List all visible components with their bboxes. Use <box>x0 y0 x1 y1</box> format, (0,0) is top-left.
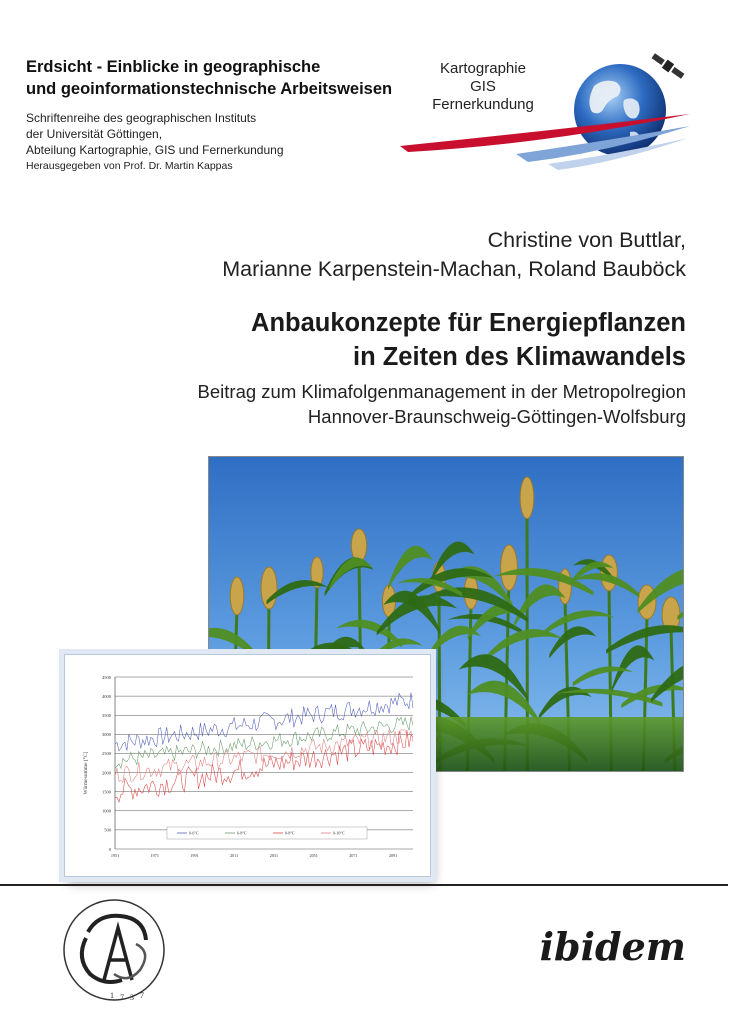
sorghum-head <box>261 567 277 609</box>
series-editor: Herausgegeben von Prof. Dr. Martin Kappas <box>26 160 233 172</box>
authors-line1: Christine von Buttlar, <box>487 228 686 252</box>
x-tick-label: 2051 <box>309 853 318 858</box>
y-tick-label: 4000 <box>102 693 111 699</box>
sorghum-head <box>351 529 366 562</box>
publisher-logo: ibidem <box>539 924 686 969</box>
logo-line-gis: GIS <box>470 78 496 95</box>
y-tick-label: 2000 <box>102 770 111 776</box>
bottom-rule <box>0 884 728 886</box>
series-desc-line2: der Universität Göttingen, <box>26 127 163 141</box>
sorghum-head <box>520 477 534 519</box>
book-title <box>251 306 686 374</box>
sorghum-head <box>230 577 244 615</box>
series-title-line2: und geoinformationstechnische Arbeitsweisen <box>26 80 393 98</box>
x-tick-label: 1991 <box>190 853 199 858</box>
logo-line-kartographie: Kartographie <box>440 60 526 77</box>
logo-text <box>418 60 548 114</box>
seal-year-digit-4: 7 <box>140 991 144 1000</box>
x-tick-label: 2011 <box>230 853 239 858</box>
satellite-icon <box>650 52 685 81</box>
y-tick-label: 0 <box>108 846 111 852</box>
x-tick-label: 1971 <box>150 853 159 858</box>
y-tick-label: 2500 <box>102 751 111 757</box>
legend-entry: 0-6°C <box>189 830 199 836</box>
authors <box>222 226 686 284</box>
book-subtitle <box>198 379 686 429</box>
series-title-line1: Erdsicht - Einblicke in geographische <box>26 58 321 76</box>
seal-year-digit-2: 7 <box>120 993 124 1002</box>
y-tick-label: 1000 <box>102 808 111 814</box>
series-desc-line3: Abteilung Kartographie, GIS und Fernerkundung <box>26 143 284 157</box>
seal-year-digit-3: 3 <box>130 993 134 1002</box>
x-tick-label: 1951 <box>110 853 120 858</box>
authors-line2: Marianne Karpenstein-Machan, Roland Bauböck <box>222 257 686 281</box>
x-tick-label: 2071 <box>349 853 358 858</box>
seal-year-digit-1: 1 <box>110 991 114 1000</box>
book-subtitle-line2: Hannover-Braunschweig-Göttingen-Wolfsburg <box>307 406 686 427</box>
legend-entry: 0-8°C <box>285 830 295 836</box>
book-title-line1: Anbaukonzepte für Energiepflanzen <box>251 309 686 337</box>
y-tick-label: 3500 <box>102 713 111 719</box>
book-subtitle-line1: Beitrag zum Klimafolgenmanagement in der Metropolregion <box>197 381 686 402</box>
y-tick-label: 4500 <box>102 674 111 680</box>
series-title <box>26 56 392 100</box>
series-description <box>26 110 284 174</box>
sorghum-head <box>501 545 518 590</box>
x-tick-label: 2031 <box>269 853 279 858</box>
y-tick-label: 3000 <box>102 732 111 738</box>
book-title-line2: in Zeiten des Klimawandels <box>352 343 686 371</box>
chart-y-label: Wärmesumme [°C] <box>83 751 89 795</box>
legend-entry: 0-10°C <box>333 830 345 836</box>
legend-entry: 6-8°C <box>237 830 247 836</box>
series-desc-line1: Schriftenreihe des geographischen Instituts <box>26 111 257 125</box>
y-tick-label: 1500 <box>102 789 111 795</box>
heat-sum-chart <box>65 655 430 876</box>
logo-line-fernerkundung: Fernerkundung <box>432 96 534 113</box>
y-tick-label: 500 <box>104 827 111 833</box>
chart-legend <box>167 827 367 839</box>
x-tick-label: 2091 <box>388 853 398 858</box>
chart-card <box>64 654 431 877</box>
